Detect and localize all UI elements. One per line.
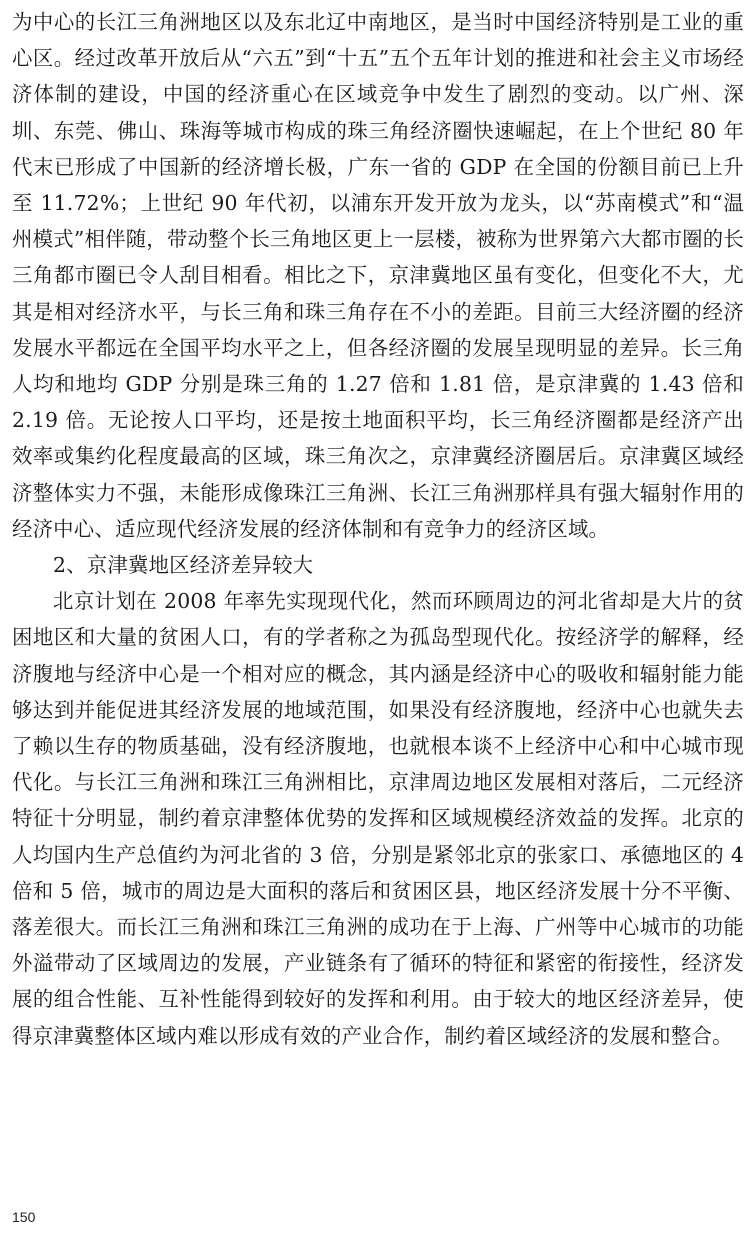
- paragraph: 北京计划在 2008 年率先实现现代化，然而环顾周边的河北省却是大片的贫困地区和大量的贫困人口，有的学者称之为孤岛型现代化。按经济学的解释，经济腹地与经济中心是一个相对应的概念，其内涵是经济中心的吸收和辐射能力能够达到并能促进其经济发展的地域范围，如果没有经济腹地，经济中心也就失去了赖以生存的物质基础，没有经济腹地，也就根本谈不上经济中心和中心城市现代化。与长江三角洲和珠江三角洲相比，京津周边地区发展相对落后，二元经济特征十分明显，制约着京津整体优势的发挥和区域规模经济效益的发挥。北京的人均国内生产总值约为河北省的 3 倍，分别是紧邻北京的张家口、承德地区的 4 倍和 5 倍，城市的周边是大面积的落后和贫困区县，地区经济发展十分不平衡、落差很大。而长江三角洲和珠江三角洲的成功在于上海、广州等中心城市的功能外溢带动了区域周边的发展，产业链条有了循环的特征和紧密的衔接性，经济发展的组合性能、互补性能得到较好的发挥和利用。由于较大的地区经济差异，使得京津冀整体区域内难以形成有效的产业合作，制约着区域经济的发展和整合。: [12, 589, 744, 1048]
- paragraph-continued: 为中心的长江三角洲地区以及东北辽中南地区，是当时中国经济特别是工业的重心区。经过改革开放后从“六五”到“十五”五个五年计划的推进和社会主义市场经济体制的建设，中国的经济重心在区域竞争中发生了剧烈的变动。以广州、深圳、东莞、佛山、珠海等城市构成的珠三角经济圈快速崛起，在上个世纪 80 年代末已形成了中国新的经济增长极，广东一省的 GDP 在全国的份额目前已上升至 11.72%；上世纪 90 年代初，以浦东开发开放为龙头，以“苏南模式”和“温州模式”相伴随，带动整个长三角地区更上一层楼，被称为世界第六大都市圈的长三角都市圈已令人刮目相看。相比之下，京津冀地区虽有变化，但变化不大，尤其是相对经济水平，与长三角和珠三角存在不小的差距。目前三大经济圈的经济发展水平都远在全国平均水平之上，但各经济圈的发展呈现明显的差异。长三角人均和地均 GDP 分别是珠三角的 1.27 倍和 1.81 倍，是京津冀的 1.43 倍和 2.19 倍。无论按人口平均，还是按土地面积平均，长三角经济圈都是经济产出效率或集约化程度最高的区域，珠三角次之，京津冀经济圈居后。京津冀区域经济整体实力不强，未能形成像珠江三角洲、长江三角洲那样具有强大辐射作用的经济中心、适应现代经济发展的经济体制和有竞争力的经济区域。: [12, 10, 744, 541]
- body-text: [12, 4, 744, 1054]
- section-heading: 2、京津冀地区经济差异较大: [53, 553, 314, 578]
- page-number: 150: [12, 1209, 36, 1225]
